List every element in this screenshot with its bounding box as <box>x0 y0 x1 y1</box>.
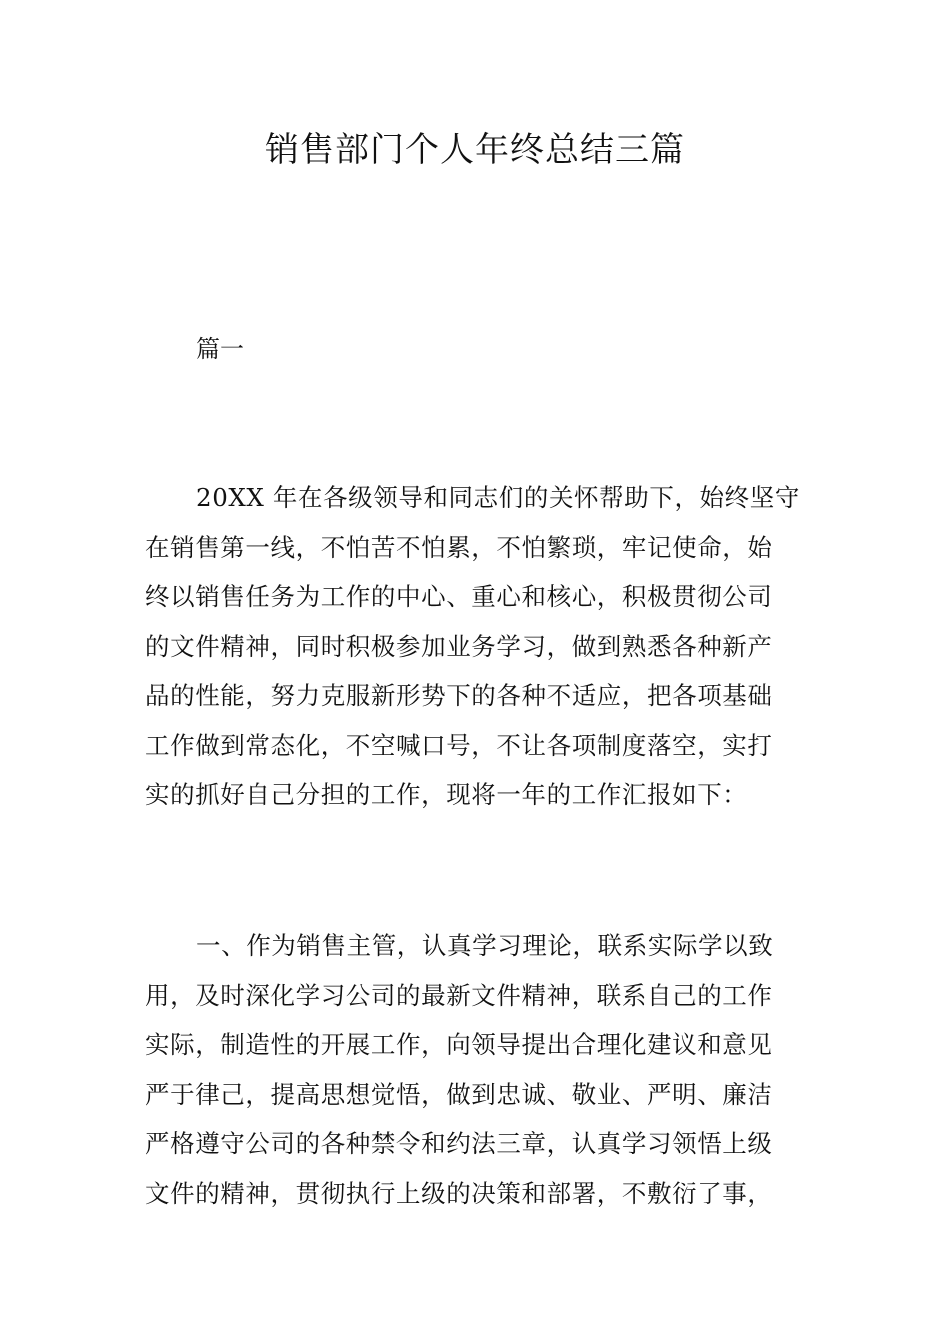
paragraph-line: 在销售第一线，不怕苦不怕累，不怕繁琐，牢记使命，始 <box>145 532 773 562</box>
paragraph-2 <box>145 921 807 1218</box>
paragraph-line: 品的性能，努力克服新形势下的各种不适应，把各项基础 <box>145 681 773 710</box>
paragraph-line: 20XX 年在各级领导和同志们的关怀帮助下，始终坚守 <box>196 483 800 512</box>
paragraph-line: 工作做到常态化，不空喊口号，不让各项制度落空，实打 <box>145 730 773 760</box>
paragraph-line: 终以销售任务为工作的中心、重心和核心，积极贯彻公司 <box>145 582 773 611</box>
paragraph-line: 文件的精神，贯彻执行上级的决策和部署，不敷衍了事， <box>145 1178 773 1208</box>
paragraph-line: 实际，制造性的开展工作，向领导提出合理化建议和意见 <box>145 1030 773 1059</box>
section-label: 篇一 <box>196 335 244 363</box>
paragraph-line: 实的抓好自己分担的工作，现将一年的工作汇报如下： <box>145 780 748 809</box>
paragraph-line: 的文件精神，同时积极参加业务学习，做到熟悉各种新产 <box>145 631 773 661</box>
paragraph-line: 严格遵守公司的各种禁令和约法三章，认真学习领悟上级 <box>145 1129 773 1158</box>
paragraph-line: 严于律己，提高思想觉悟，做到忠诚、敬业、严明、廉洁 <box>145 1079 773 1109</box>
paragraph-1 <box>145 473 807 820</box>
document-title: 销售部门个人年终总结三篇 <box>265 130 685 170</box>
paragraph-line: 用，及时深化学习公司的最新文件精神，联系自己的工作 <box>145 980 773 1010</box>
paragraph-line: 一、作为销售主管，认真学习理论，联系实际学以致 <box>196 931 774 960</box>
